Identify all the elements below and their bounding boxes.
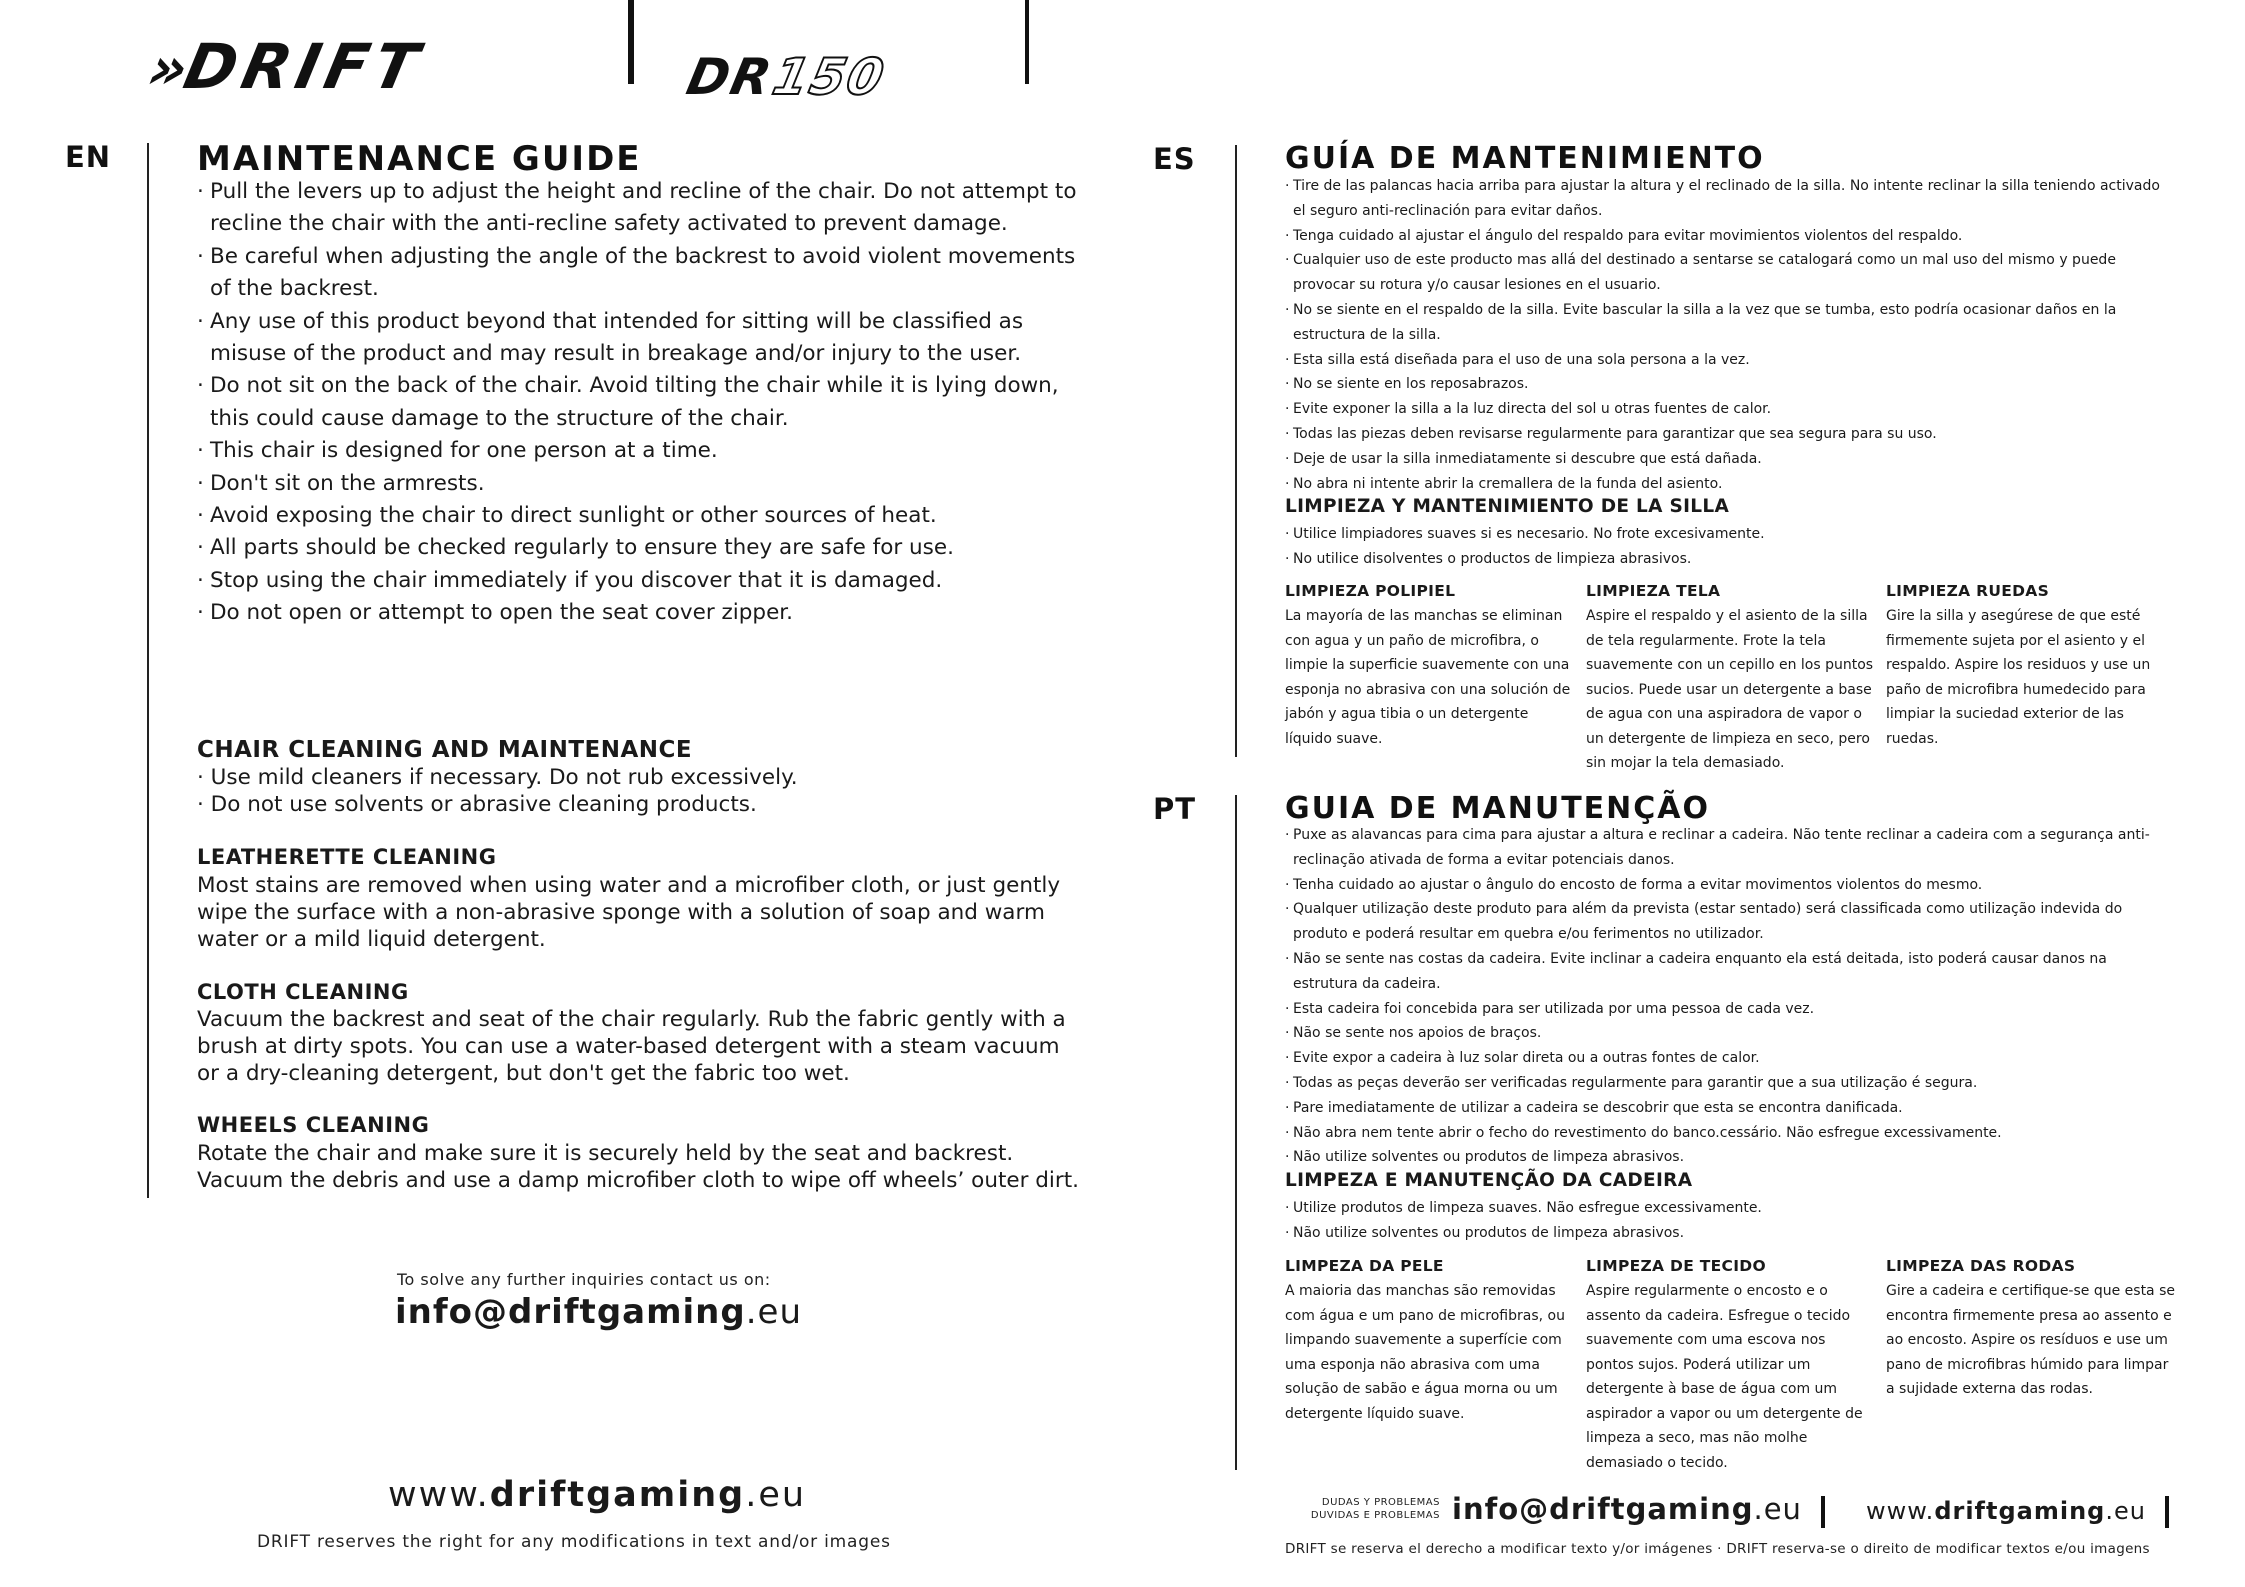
- cleaning-heading-pt: LIMPEZA E MANUTENÇÃO DA CADEIRA: [1285, 1170, 1693, 1191]
- section-rule-es: [1235, 145, 1237, 757]
- list-item: · Tenga cuidado al ajustar el ángulo del respaldo para evitar movimientos violentos del respaldo.: [1285, 224, 2165, 249]
- drift-logo: »DRIFT: [142, 30, 431, 103]
- model-logo: DR150: [681, 48, 891, 106]
- cleaning-list-en: [197, 764, 1077, 818]
- cleaning-heading-en: CHAIR CLEANING AND MAINTENANCE: [197, 737, 693, 763]
- list-item: · Todas las piezas deben revisarse regularmente para garantizar que sea segura para su uso.: [1285, 422, 2165, 447]
- col3-text-es: Gire la silla y asegúrese de que esté firmemente sujeta por el asiento y el respaldo. Aspire los residuos y use un paño de microfibra humedecido para limpiar la suciedad exterior de las ruedas.: [1886, 608, 2151, 747]
- page-title-es: GUÍA DE MANTENIMIENTO: [1285, 141, 1765, 176]
- list-item: · Do not sit on the back of the chair. Avoid tilting the chair while it is lying down, this could cause damage to the structure of the chair.: [197, 370, 1077, 435]
- list-item: · Do not open or attempt to open the seat cover zipper.: [197, 597, 1077, 629]
- col1-text-es: La mayoría de las manchas se eliminan con agua y un paño de microfibra, o limpie la superficie suavemente con una esponja no abrasiva con una solución de jabón y agua tibia o un detergente líquido suave.: [1285, 608, 1571, 747]
- footer-contact-label: DUDAS Y PROBLEMAS DUVIDAS E PROBLEMAS: [1310, 1497, 1440, 1521]
- col3-heading-es: LIMPIEZA RUEDAS: [1886, 582, 2050, 600]
- list-item: · Tire de las palancas hacia arriba para ajustar la altura y el reclinado de la silla. No intente reclinar la silla teniendo activado el seguro anti-reclinación para evitar daños.: [1285, 174, 2165, 224]
- maintenance-list-pt: [1285, 823, 2165, 1170]
- col1-text-pt: A maioria das manchas são removidas com água e um pano de microfibras, ou limpando suavemente a superfície com uma esponja não abrasiva com uma solução de sabão e água morna ou um detergente líquido suave.: [1285, 1283, 1565, 1422]
- lang-label-en: EN: [65, 140, 112, 174]
- col2-heading-pt: LIMPEZA DE TECIDO: [1586, 1257, 1766, 1275]
- disclaimer-en: DRIFT reserves the right for any modifications in text and/or images: [257, 1532, 891, 1552]
- list-item: · Esta cadeira foi concebida para ser utilizada por uma pessoa de cada vez.: [1285, 997, 2165, 1022]
- list-item: · Não utilize solventes ou produtos de limpeza abrasivos.: [1285, 1145, 2165, 1170]
- list-item: · Qualquer utilização deste produto para além da prevista (estar sentado) será classificada como utilização indevida do produto e poderá resultar em quebra e/ou ferimentos no utilizador.: [1285, 897, 2165, 947]
- list-item: · Do not use solvents or abrasive cleaning products.: [197, 792, 757, 817]
- section-rule-pt: [1235, 795, 1237, 1470]
- cleaning-list-pt: [1285, 1196, 2165, 1246]
- list-item: · Pull the levers up to adjust the height and recline of the chair. Do not attempt to recline the chair with the anti-recline safety activated to prevent damage.: [197, 176, 1077, 241]
- footer-divider-right: [2165, 1496, 2169, 1528]
- lang-label-pt: PT: [1153, 792, 1197, 826]
- list-item: · Pare imediatamente de utilizar a cadeira se descobrir que esta se encontra danificada.: [1285, 1096, 2165, 1121]
- list-item: · Deje de usar la silla inmediatamente si descubre que está dañada.: [1285, 447, 2165, 472]
- contact-email[interactable]: info@driftgaming.eu: [395, 1292, 803, 1332]
- list-item: · No utilice disolventes o productos de limpieza abrasivos.: [1285, 547, 2165, 572]
- footer-website-link[interactable]: www.driftgaming.eu: [1866, 1497, 2146, 1525]
- logo-chevron-icon: »: [142, 34, 185, 102]
- maintenance-list-es: [1285, 174, 2165, 496]
- footer-divider: [1821, 1496, 1825, 1528]
- col3-text-pt: Gire a cadeira e certifique-se que esta se encontra firmemente presa ao assento e ao encosto. Aspire os resíduos e use um pano de microfibras húmido para limpar a sujidade externa das rodas.: [1886, 1283, 2175, 1397]
- leatherette-text-en: Most stains are removed when using water and a microfiber cloth, or just gently wipe the surface with a non-abrasive sponge with a solution of soap and warm water or a mild liquid detergent.: [197, 873, 1061, 952]
- cleaning-list-es: [1285, 522, 2165, 572]
- contact-label: To solve any further inquiries contact us on:: [397, 1270, 771, 1289]
- list-item: · Puxe as alavancas para cima para ajustar a altura e reclinar a cadeira. Não tente reclinar a cadeira com a segurança anti-reclinação ativada de forma a evitar potenciais danos.: [1285, 823, 2165, 873]
- cloth-heading-en: CLOTH CLEANING: [197, 980, 409, 1004]
- page-title-en: MAINTENANCE GUIDE: [197, 139, 642, 179]
- list-item: · Todas as peças deverão ser verificadas regularmente para garantir que a sua utilização é segura.: [1285, 1071, 2165, 1096]
- col2-text-pt: Aspire regularmente o encosto e o assento da cadeira. Esfregue o tecido suavemente com uma escova nos pontos sujos. Poderá utilizar um detergente à base de água com um aspirador a vapor ou um detergente de limpeza a seco, mas não molhe demasiado o tecido.: [1586, 1283, 1863, 1471]
- footer-email[interactable]: info@driftgaming.eu: [1452, 1492, 1802, 1526]
- section-rule-en: [147, 143, 149, 1198]
- list-item: · Utilize produtos de limpeza suaves. Não esfregue excessivamente.: [1285, 1196, 2165, 1221]
- list-item: · Be careful when adjusting the angle of the backrest to avoid violent movements of the backrest.: [197, 241, 1077, 306]
- maintenance-list-en: [197, 176, 1077, 630]
- list-item: · No se siente en los reposabrazos.: [1285, 372, 2165, 397]
- header-divider: [628, 0, 634, 84]
- lang-label-es: ES: [1153, 142, 1196, 176]
- cleaning-heading-es: LIMPIEZA Y MANTENIMIENTO DE LA SILLA: [1285, 496, 1730, 517]
- page-title-pt: GUIA DE MANUTENÇÃO: [1285, 791, 1710, 826]
- list-item: · Evite exponer la silla a la luz directa del sol u otras fuentes de calor.: [1285, 397, 2165, 422]
- list-item: · All parts should be checked regularly to ensure they are safe for use.: [197, 532, 1077, 564]
- col2-heading-es: LIMPIEZA TELA: [1586, 582, 1721, 600]
- list-item: · Don't sit on the armrests.: [197, 468, 1077, 500]
- disclaimer-es-pt: DRIFT se reserva el derecho a modificar texto y/or imágenes · DRIFT reserva-se o direito de modificar textos e/ou imagens: [1285, 1541, 2150, 1557]
- wheels-text-en: Rotate the chair and make sure it is securely held by the seat and backrest. Vacuum the debris and use a damp microfiber cloth to wipe off wheels’ outer dirt.: [197, 1141, 1080, 1193]
- list-item: · Tenha cuidado ao ajustar o ângulo do encosto de forma a evitar movimentos violentos do mesmo.: [1285, 873, 2165, 898]
- list-item: · This chair is designed for one person at a time.: [197, 435, 1077, 467]
- list-item: · No se siente en el respaldo de la silla. Evite bascular la silla a la vez que se tumba, esto podría ocasionar daños en la estructura de la silla.: [1285, 298, 2165, 348]
- col1-heading-pt: LIMPEZA DA PELE: [1285, 1257, 1444, 1275]
- list-item: · Cualquier uso de este producto mas allá del destinado a sentarse se catalogará como un mal uso del mismo y puede provocar su rotura y/o causar lesiones en el usuario.: [1285, 248, 2165, 298]
- list-item: · Não abra nem tente abrir o fecho do revestimento do banco.cessário. Não esfregue excessivamente.: [1285, 1121, 2165, 1146]
- list-item: · No abra ni intente abrir la cremallera de la funda del asiento.: [1285, 472, 2165, 497]
- list-item: · Any use of this product beyond that intended for sitting will be classified as misuse of the product and may result in breakage and/or injury to the user.: [197, 306, 1077, 371]
- list-item: · Não utilize solventes ou produtos de limpeza abrasivos.: [1285, 1221, 2165, 1246]
- list-item: · Não se sente nas costas da cadeira. Evite inclinar a cadeira enquanto ela está deitada, isto poderá causar danos na estrutura da cadeira.: [1285, 947, 2165, 997]
- list-item: · Stop using the chair immediately if you discover that it is damaged.: [197, 565, 1077, 597]
- list-item: · Use mild cleaners if necessary. Do not rub excessively.: [197, 765, 798, 790]
- col3-heading-pt: LIMPEZA DAS RODAS: [1886, 1257, 2076, 1275]
- list-item: · Utilice limpiadores suaves si es necesario. No frote excesivamente.: [1285, 522, 2165, 547]
- header-divider-right: [1025, 0, 1029, 84]
- list-item: · Avoid exposing the chair to direct sunlight or other sources of heat.: [197, 500, 1077, 532]
- col2-text-es: Aspire el respaldo y el asiento de la silla de tela regularmente. Frote la tela suavemente con un cepillo en los puntos sucios. Puede usar un detergente a base de agua con una aspiradora de vapor o un detergente de limpieza en seco, pero sin mojar la tela demasiado.: [1586, 608, 1874, 771]
- leatherette-heading-en: LEATHERETTE CLEANING: [197, 845, 497, 869]
- list-item: · Evite expor a cadeira à luz solar direta ou a outras fontes de calor.: [1285, 1046, 2165, 1071]
- wheels-heading-en: WHEELS CLEANING: [197, 1113, 430, 1137]
- col1-heading-es: LIMPIEZA POLIPIEL: [1285, 582, 1456, 600]
- website-link[interactable]: www.driftgaming.eu: [388, 1475, 807, 1515]
- list-item: · Esta silla está diseñada para el uso de una sola persona a la vez.: [1285, 348, 2165, 373]
- cloth-text-en: Vacuum the backrest and seat of the chair regularly. Rub the fabric gently with a brush at dirty spots. You can use a water-based detergent with a steam vacuum or a dry-cleaning detergent, but don't get the fabric too wet.: [197, 1007, 1066, 1086]
- list-item: · Não se sente nos apoios de braços.: [1285, 1021, 2165, 1046]
